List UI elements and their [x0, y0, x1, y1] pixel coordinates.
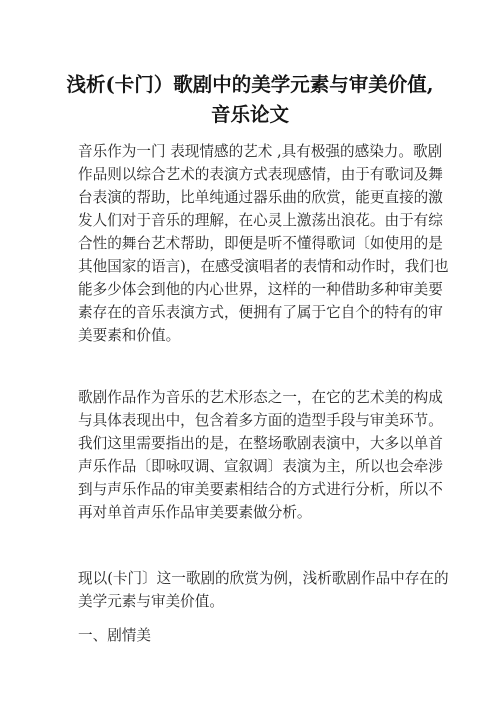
- text-line: 台表演的帮助，比单纯通过器乐曲的欣赏，能更直接的激: [78, 189, 443, 206]
- text-line: 到与声乐作品的审美要素相结合的方式进行分析，所以不: [78, 481, 443, 498]
- text-line: 发人们对于音乐的理解，在心灵上激荡出浪花。由于有综: [78, 212, 443, 229]
- text-line: 能多少体会到他的内心世界，这样的一种借助多种审美要: [78, 281, 443, 298]
- text-line: 我们这里需要指出的是，在整场歌剧表演中，大多以单首: [78, 435, 443, 452]
- title-line: 音乐论文: [210, 103, 289, 126]
- text-line: 美学元素与审美价值。: [78, 593, 224, 610]
- text-line: 歌剧作品作为音乐的艺术形态之一，在它的艺术美的构成: [78, 389, 443, 406]
- document-title: [40, 70, 460, 130]
- paragraph-1: [78, 140, 449, 347]
- title-line: 浅析(卡门）歌剧中的美学元素与审美价值,: [66, 73, 434, 96]
- text-line: 再对单首声乐作品审美要素做分析。: [78, 504, 312, 521]
- text-line: 美要素和价值。: [78, 327, 181, 344]
- text-line: 合性的舞台艺术帮助，即便是听不懂得歌词〔如使用的是: [78, 235, 443, 252]
- text-line: 现以(卡门〕这一歌剧的欣赏为例，浅析歌剧作品中存在的: [78, 570, 449, 587]
- text-line: 与具体表现出中，包含着多方面的造型手段与审美环节。: [78, 412, 443, 429]
- section-heading-text: 一、剧情美: [78, 627, 151, 644]
- text-line: 作品则以综合艺术的表演方式表现感情，由于有歌词及舞: [78, 166, 443, 183]
- text-line: 音乐作为一门 表现情感的艺术 ,具有极强的感染力。歌剧: [78, 143, 443, 160]
- text-line: 其他国家的语言)，在感受演唱者的表情和动作时，我们也: [78, 258, 449, 275]
- text-line: 声乐作品〔即咏叹调、宣叙调〕表演为主，所以也会牵涉: [78, 458, 443, 475]
- paragraph-2: [78, 386, 443, 524]
- text-line: 素存在的音乐表演方式，便拥有了属于它自个的特有的审: [78, 304, 443, 321]
- section-heading: [78, 624, 438, 647]
- paragraph-3: [78, 567, 449, 613]
